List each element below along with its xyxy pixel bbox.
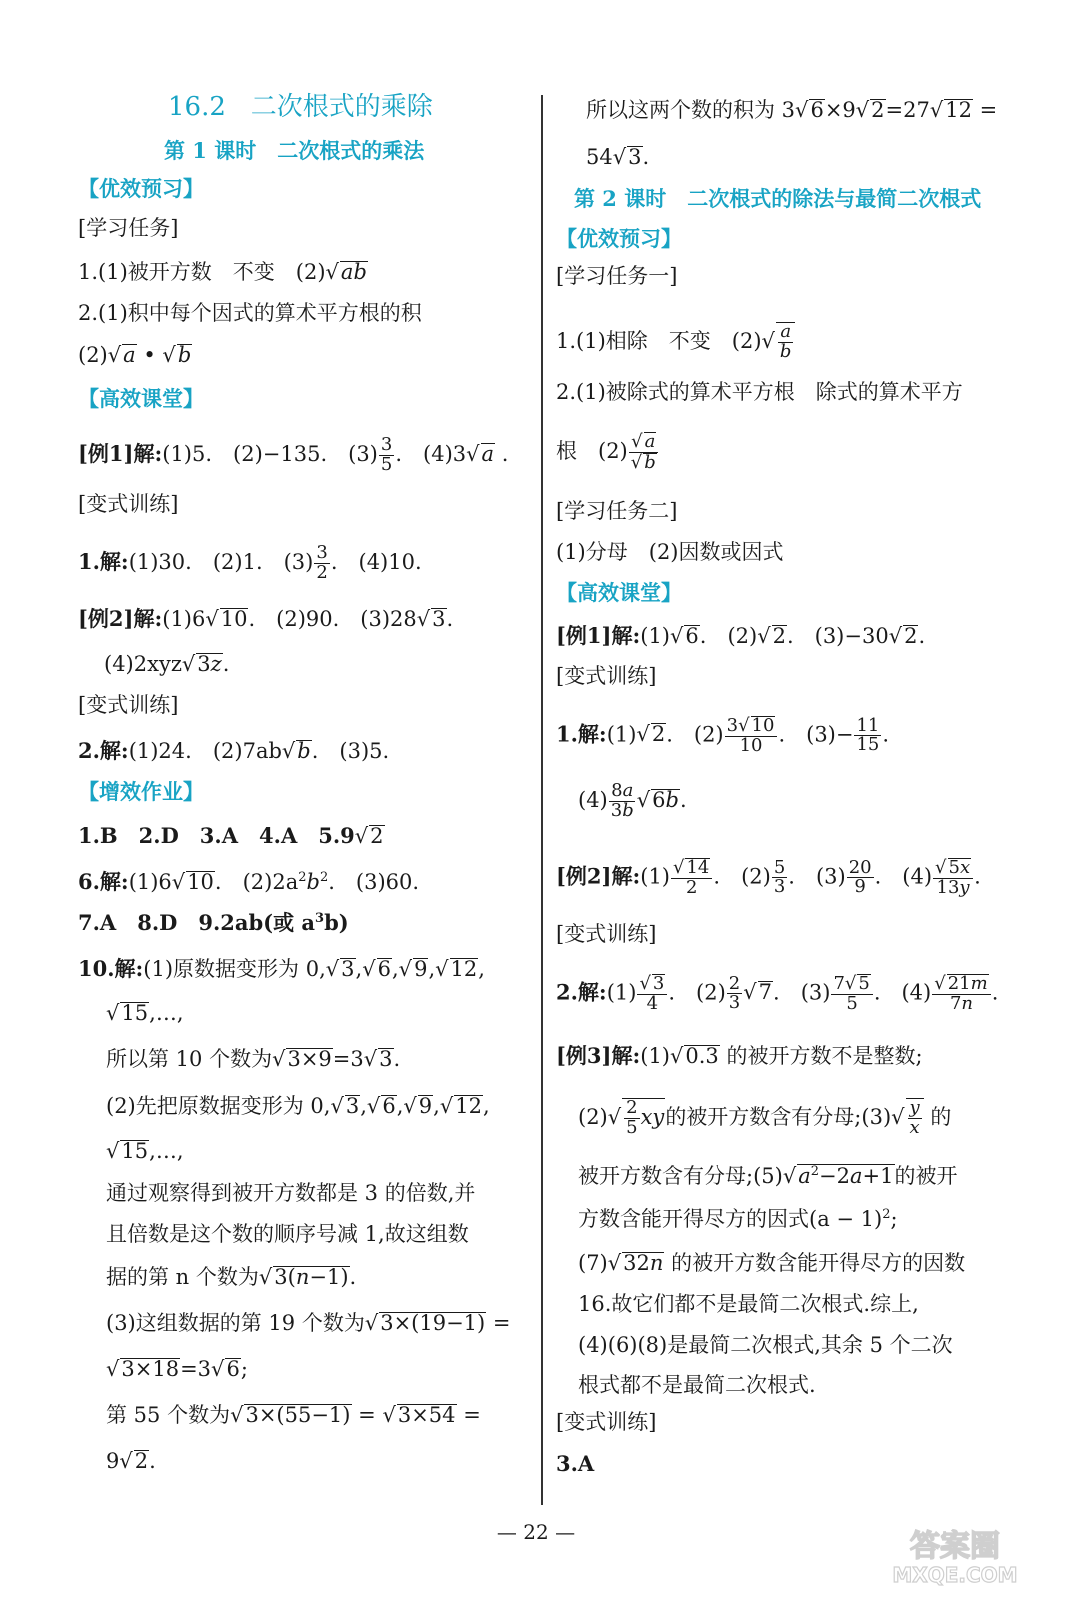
answer-line: 1.(1)被开方数 不变 (2)√ab xyxy=(78,260,367,284)
answer-line: 2.(1)被除式的算术平方根 除式的算术平方 xyxy=(556,380,963,404)
section-title: 16.2 二次根式的乘除 xyxy=(168,92,433,122)
answer-line: 2.(1)积中每个因式的算术平方根的积 xyxy=(78,301,422,325)
example-line: (4)2xyz√3z. xyxy=(104,652,230,676)
watermark-text-top: 答案圈 xyxy=(910,1529,1000,1564)
solution-line: 被开方数含有分母$;(5)√a^2-2a+1$的被开 xyxy=(578,1164,958,1188)
solution-line: (2)先把原数据变形为 0,√3,√6,√9,√12, xyxy=(106,1094,490,1118)
heading-homework: 【增效作业】 xyxy=(78,779,204,804)
answer-line: 根 (2) $\frac{√ a}{√ b}$ xyxy=(556,432,660,473)
example-line: [例2]解:(1)6√10. (2)90. (3)28√3. xyxy=(78,606,454,631)
heading-classroom: 【高效课堂】 xyxy=(556,580,682,605)
solution-line: √3×18=3√6; xyxy=(106,1357,248,1381)
practice-label: [变式训练] xyxy=(556,922,657,946)
practice-label: [变式训练] xyxy=(78,492,179,516)
lesson-title: 第 2 课时 二次根式的除法与最简二次根式 xyxy=(574,186,982,211)
practice-label: [变式训练] xyxy=(78,693,179,717)
heading-preview: 【优效预习】 xyxy=(556,226,682,251)
heading-classroom: 【高效课堂】 xyxy=(78,386,204,411)
solution-line: 16.故它们都不是最简二次根式.综上, xyxy=(578,1292,919,1316)
solution-line: 所以这两个数的积为 3√6×9√2=27√12 = xyxy=(586,98,998,122)
solution-line: 且倍数是这个数的顺序号减 1,故这组数 xyxy=(106,1222,469,1246)
solution-line: 9√2. xyxy=(106,1449,156,1473)
solution-line: (3)这组数据的第 19 个数为√3×(19−1) = xyxy=(106,1311,511,1335)
answer-line: (1)分母 (2)因数或因式 xyxy=(556,540,784,564)
lesson-title: 第 1 课时 二次根式的乘法 xyxy=(164,138,425,163)
solution-line: (4)(6)(8)是最简二次根式,其余 5 个二次 xyxy=(578,1333,953,1357)
answer-line: 1.(1)相除 不变 (2)√ $\frac{a}{b}$ xyxy=(556,322,795,362)
page-number: — 22 — xyxy=(496,1520,576,1544)
watermark-logo xyxy=(866,1526,1044,1586)
answer-line: 1.解:(1)30. (2)1. (3) $\frac{3}{2}$ . (4)10. xyxy=(78,542,422,583)
heading-preview: 【优效预习】 xyxy=(78,176,204,201)
solution-line: (2)√ $\frac{2}{5}$ xy的被开方数含有分母;(3)√ $\frac{y}{x}$ 的 xyxy=(578,1097,952,1138)
example-line: [例3]解:(1)√0.3 的被开方数不是整数; xyxy=(556,1043,923,1068)
solution-line: √15,…, xyxy=(106,1139,184,1163)
answer-line: 2.解:(1) $\frac{√ 3}{4}$ . (2) $\frac{2}{3}$ √7. (3) $\frac{7√ 5}{5}$ . (4) $\frac{√ 21m}{7n}$ . xyxy=(556,972,999,1014)
solution-line: 根式都不是最简二次根式. xyxy=(578,1373,816,1397)
watermark-text-bottom: MXQE.COM xyxy=(892,1563,1018,1586)
practice-label: [变式训练] xyxy=(556,1410,657,1434)
answer-line: 3.A xyxy=(556,1451,595,1476)
task-label: [学习任务一] xyxy=(556,264,678,288)
task-label: [学习任务二] xyxy=(556,499,678,523)
solution-line: 第 55 个数为√3×(55−1) = √3×54 = xyxy=(106,1403,481,1427)
answer-line: 1.解:(1)√2. (2) $\frac{3√ 10}{10}$ . (3)− $\frac{11}{15}$ . xyxy=(556,714,890,756)
solution-line: 方数含能开得尽方的因式$(a - 1)^2$; xyxy=(578,1207,898,1231)
solution-line: 10.解:(1)原数据变形为 0,√3,√6,√9,√12, xyxy=(78,956,485,981)
solution-line: 通过观察得到被开方数都是 3 的倍数,并 xyxy=(106,1181,476,1205)
solution-line: (7)√32n 的被开方数含能开得尽方的因数 xyxy=(578,1251,966,1275)
column-divider xyxy=(541,95,543,1505)
answer-line: 7.A 8.D 9.2ab(或 $a^3b$) xyxy=(78,910,349,935)
answer-line: (2)√a • √b xyxy=(78,343,192,367)
solution-line: 据的第 n 个数为√3(n−1). xyxy=(106,1265,357,1289)
answer-line: 2.解:(1)24. (2)7ab√b. (3)5. xyxy=(78,738,390,763)
example-line: [例2]解:(1) $\frac{√ 14}{2}$ . (2) $\frac{5}{3}$ . (3) $\frac{20}{9}$ . (4) $\frac{√ 5x}{13y}$ . xyxy=(556,856,981,898)
task-label: [学习任务] xyxy=(78,216,179,240)
answer-line: (4) $\frac{8a}{3b}$ √6b. xyxy=(578,780,687,821)
practice-label: [变式训练] xyxy=(556,664,657,688)
solution-line: 54√3. xyxy=(586,145,650,169)
example-line: [例1]解:(1)5. (2)−135. (3) $\frac{3}{5}$ . (4)3√a . xyxy=(78,434,509,475)
answer-line: 1.B 2.D 3.A 4.A 5.9√2 xyxy=(78,823,384,848)
answer-line: 6.解:(1)6√10. $(2)2a^2b^2$. (3)60. xyxy=(78,869,420,894)
example-line: [例1]解:(1)√6. (2)√2. (3)−30√2. xyxy=(556,623,926,648)
solution-line: 所以第 10 个数为√3×9=3√3. xyxy=(106,1047,401,1071)
solution-line: √15,…, xyxy=(106,1001,184,1025)
